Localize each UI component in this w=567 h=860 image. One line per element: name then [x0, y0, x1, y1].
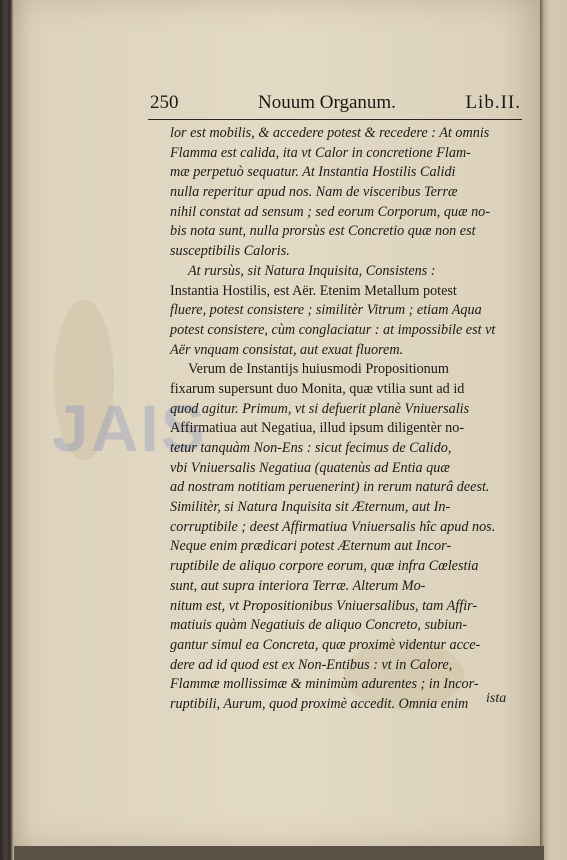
- text-line: tetur tanquàm Non-Ens : sicut fecimus de Calido,: [170, 440, 452, 456]
- text-line: At rursùs, sit Natura Inquisita, Consistens :: [188, 262, 436, 279]
- text-line: nitum est, vt Propositionibus Vniuersalibus, tam Affir-: [170, 597, 478, 614]
- page-header: [136, 90, 521, 120]
- text-line: ad nostram notitiam peruenerint) in rerum naturâ deest.: [170, 479, 490, 496]
- text-line: vbi Vniuersalis Negatiua (quatenùs ad Entia quæ: [170, 459, 450, 476]
- text-line: Similitèr, si Natura Inquisita sit Æternum, aut In-: [170, 499, 451, 516]
- text-line: nulla reperitur apud nos. Nam de visceribus Terræ: [170, 184, 458, 201]
- watermark: JAIS: [52, 391, 207, 465]
- text-line: lor est mobilis, & accedere potest & recedere : At omnis: [170, 125, 490, 141]
- text-line: Flamma est calida, ita vt Calor in concretione Flam-: [170, 144, 471, 161]
- text-line: gantur simul ea Concreta, quæ proximè videntur acce-: [170, 636, 481, 653]
- text-line: Flammæ mollissimæ & minimùm adurentes ; in Incor-: [170, 676, 479, 693]
- text-line: mæ perpetuò sequatur. At Instantia Hostilis Calidi: [170, 164, 456, 181]
- text-line: fluere, potest consistere ; similitèr Vitrum ; etiam Aqua: [170, 302, 482, 319]
- text-line: Instantia Hostilis, est Aër. Etenim Metallum potest: [170, 282, 457, 299]
- text-line: Affirmatiua aut Negatiua, illud ipsum diligentèr no-: [170, 420, 465, 437]
- header-rule: [148, 119, 522, 120]
- text-line: dere ad id quod est ex Non-Entibus : vt in Calore,: [170, 656, 453, 673]
- body-text: [170, 124, 522, 715]
- text-line: ruptibile de aliquo corpore eorum, quæ infra Cœlestia: [170, 558, 479, 575]
- text-line: potest consistere, cùm conglaciatur : at impossibile est vt: [170, 321, 496, 338]
- book-label: Lib.II.: [465, 92, 521, 113]
- facing-page-edge: [540, 0, 567, 860]
- text-line: susceptibilis Caloris.: [170, 243, 290, 260]
- text-line: fixarum supersunt duo Monita, quæ vtilia sunt ad id: [170, 380, 465, 397]
- text-line: quod agitur. Primum, vt si defuerit planè Vniuersalis: [170, 400, 470, 417]
- text-line: bis nota sunt, nulla prorsùs est Concretio quæ non est: [170, 223, 476, 240]
- text-line: Verum de Instantijs huiusmodi Propositionum: [188, 361, 449, 378]
- text-line: matiuis quàm Negatiuis de aliquo Concreto, subiun-: [170, 617, 468, 634]
- text-line: Neque enim prædicari potest Æternum aut Incor-: [170, 538, 452, 555]
- text-line: nihil constat ad sensum ; sed eorum Corporum, quæ no-: [170, 203, 491, 220]
- text-line: sunt, aut supra interiora Terræ. Alterum Mo-: [170, 577, 426, 594]
- running-title: Nouum Organum.: [258, 92, 396, 113]
- page-number: 250: [150, 92, 179, 113]
- text-line: Aër vnquam consistat, aut exuat fluorem.: [170, 341, 404, 358]
- text-line: corruptibile ; deest Affirmatiua Vniuersalis hîc apud nos.: [170, 518, 496, 535]
- text-line: ruptibili, Aurum, quod proximè accedit. Omnia enim: [170, 695, 469, 712]
- catchword: ista: [486, 691, 507, 706]
- book-bottom-edge: [14, 846, 544, 860]
